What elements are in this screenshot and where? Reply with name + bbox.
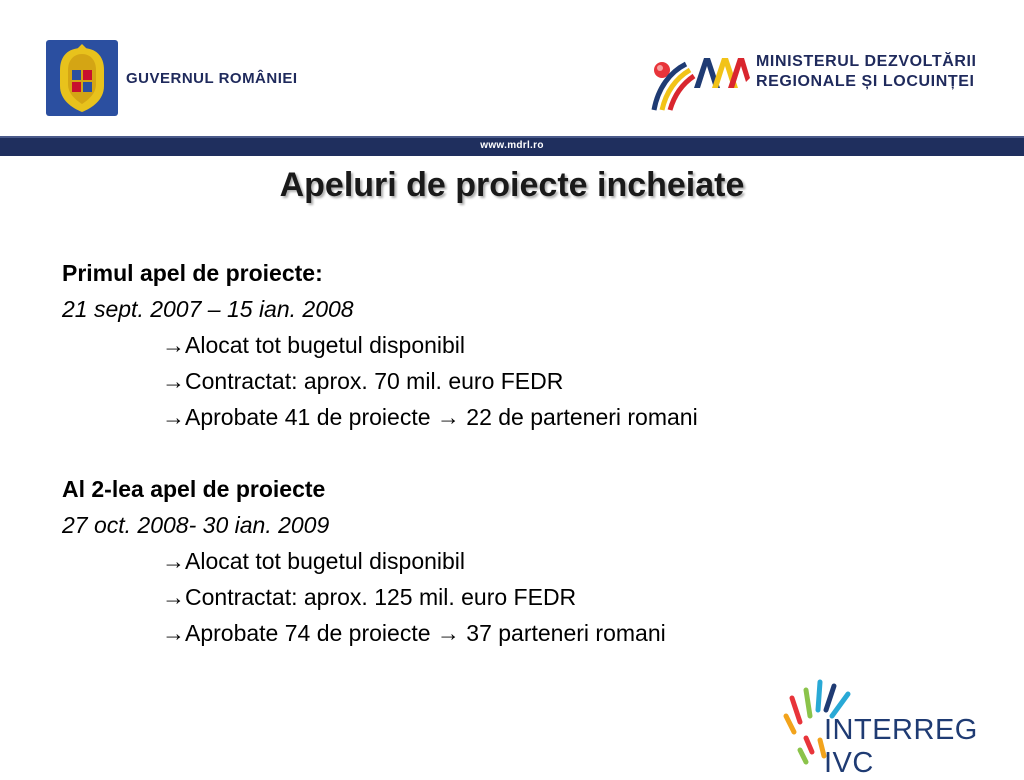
bullet-item: →Contractat: aprox. 70 mil. euro FEDR bbox=[162, 368, 564, 394]
section-spacer bbox=[62, 435, 962, 471]
slide-title: Apeluri de proiecte incheiate bbox=[279, 166, 745, 204]
ministry-name-line1: MINISTERUL DEZVOLTĂRII bbox=[756, 53, 977, 70]
section-first-call bbox=[62, 255, 962, 435]
section-title: Primul apel de proiecte: bbox=[62, 260, 323, 286]
ministry-logo-icon bbox=[648, 48, 750, 114]
header-bar bbox=[0, 136, 1024, 156]
bullet-item: →Alocat tot bugetul disponibil bbox=[162, 548, 466, 574]
interreg-logo-text: INTERREG IVC bbox=[824, 714, 978, 779]
section-date: 21 sept. 2007 – 15 ian. 2008 bbox=[62, 296, 354, 322]
slide-header bbox=[0, 0, 1024, 158]
government-name: GUVERNUL ROMÂNIEI bbox=[126, 70, 298, 87]
bullet-item: →Alocat tot bugetul disponibil bbox=[162, 332, 466, 358]
bullet-item: →Aprobate 74 de proiecte → 37 parteneri romani bbox=[162, 620, 666, 646]
website-url: www.mdrl.ro bbox=[480, 140, 544, 151]
ministry-name bbox=[756, 52, 977, 92]
section-date: 27 oct. 2008- 30 ian. 2009 bbox=[62, 512, 330, 538]
bullet-item: →Aprobate 41 de proiecte → 22 de parteneri romani bbox=[162, 404, 698, 430]
section-second-call bbox=[62, 471, 962, 651]
ministry-name-line2: REGIONALE ȘI LOCUINȚEI bbox=[756, 73, 975, 90]
section-title: Al 2-lea apel de proiecte bbox=[62, 476, 326, 502]
slide-content bbox=[62, 255, 962, 651]
coat-of-arms-icon bbox=[46, 40, 118, 116]
bullet-item: →Contractat: aprox. 125 mil. euro FEDR bbox=[162, 584, 577, 610]
